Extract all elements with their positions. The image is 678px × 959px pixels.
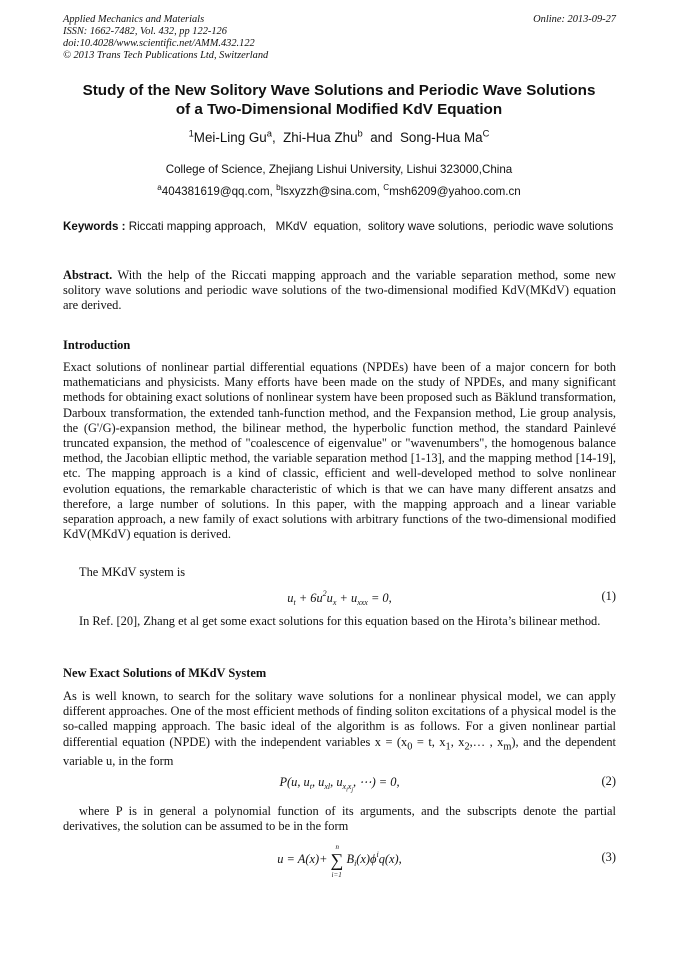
author-3-name: Song-Hua Ma — [400, 130, 483, 145]
equation-1-expression: $u_t + 6u^2u_x + u_{xxx} = 0$, — [287, 589, 392, 607]
equation-2-number: (2) — [601, 774, 616, 788]
author-separator: , — [271, 130, 284, 145]
author-separator: and — [362, 130, 400, 145]
copyright-line: © 2013 Trans Tech Publications Ltd, Switzerland — [63, 50, 269, 61]
email-c: msh6209@yahoo.com.cn — [389, 185, 521, 198]
title-line-1: Study of the New Solitory Wave Solutions and Periodic Wave Solutions — [82, 82, 596, 99]
equation-1-number: (1) — [601, 589, 616, 603]
equation-3 — [63, 843, 616, 879]
journal-header — [63, 14, 616, 62]
section-2-heading: New Exact Solutions of MKdV System — [63, 666, 267, 680]
introduction-heading: Introduction — [63, 338, 131, 352]
email-c-marker: C — [383, 183, 390, 193]
affiliation: College of Science, Zhejiang Lishui University, Lishui 323000,China — [165, 163, 513, 176]
equation-3-expression: u = A(x)+ ∑ n i=1 $B_i(x)\phi^iq(x)$, — [277, 843, 402, 879]
subscript: m — [503, 741, 512, 753]
title-line-2: of a Two-Dimensional Modified KdV Equation — [175, 101, 503, 118]
email-b: lsxyzzh@sina.com, — [280, 185, 384, 198]
issn-line: ISSN: 1662-7482, Vol. 432, pp 122-126 — [63, 26, 227, 37]
author-1-name: Mei-Ling Gu — [193, 130, 267, 145]
email-a: 404381619@qq.com, — [161, 185, 277, 198]
mkdv-system-intro: The MKdV system is — [79, 565, 186, 579]
abstract — [63, 268, 616, 314]
summation-symbol: ∑ n i=1 — [330, 843, 344, 879]
paper-title — [60, 81, 618, 119]
author-1-marker: 1 — [188, 128, 194, 139]
reference-paragraph: In Ref. [20], Zhang et al get some exact solutions for this equation based on the Hirota’s bilinear method. — [79, 614, 601, 628]
abstract-text: With the help of the Riccati mapping approach and the variable separation method, some new solitory wave solutions and periodic wave solutions of the two-dimensional modified KdV(MKdV) equation are derived. — [63, 268, 616, 313]
subscript: 1 — [445, 741, 451, 753]
subscript: 0 — [407, 741, 413, 753]
author-1-affil: a — [266, 128, 272, 139]
author-list — [60, 130, 618, 145]
doi-line: doi:10.4028/www.scientific.net/AMM.432.122 — [63, 38, 255, 49]
online-date: Online: 2013-09-27 — [533, 14, 616, 25]
section-2-paragraph — [63, 689, 616, 769]
equation-3-number: (3) — [601, 850, 616, 864]
abstract-label: Abstract. — [63, 268, 113, 282]
author-2-affil: b — [357, 128, 363, 139]
keywords-text: Riccati mapping approach, MKdV equation, solitory wave solutions, periodic wave solutions — [128, 220, 614, 233]
equation-2-expression: P(u, $u_t$, $u_{xl}$, $u_{x_ix_j}$, ⋯) = 0, — [279, 775, 400, 794]
keywords-label: Keywords : — [63, 220, 126, 233]
section-2-text: , x — [450, 734, 465, 749]
email-a-marker: a — [157, 183, 162, 193]
section-2-continuation: where P is in general a polynomial function of its arguments, and the subscripts denote the partial derivatives, the solution can be assumed to be in the form — [63, 804, 616, 834]
section-2-text: ), and the dependent variable u, in the form — [63, 734, 616, 769]
email-list — [60, 185, 618, 198]
subscript: 2 — [464, 741, 470, 753]
author-2-name: Zhi-Hua Zhu — [283, 130, 358, 145]
equation-1 — [63, 589, 616, 609]
section-2-text: ,… , x — [469, 734, 504, 749]
section-2-text: As is well known, to search for the solitary wave solutions for a nonlinear physical model, we can apply different approaches. One of the most efficient methods of finding soliton excitations of a physical model is the so-called mapping approach. The basic ideal of the algorithm is as follows. For a given nonlinear partial differential equation (NPDE) with the independent variables x = (x — [63, 689, 616, 749]
author-3-affil: C — [482, 128, 490, 139]
email-b-marker: b — [276, 183, 281, 193]
journal-name: Applied Mechanics and Materials — [63, 14, 205, 25]
introduction-paragraph: Exact solutions of nonlinear partial differential equations (NPDEs) have been of a major concern for both mathematicians and physicists. Many efforts have been made on the study of NPDEs, and many significant methods for obtaining exact solutions of nonlinear system have been proposed such as Bäklund transformation, Darboux transformation, the extended tanh-function method, and the Fexpansion method, Lie group analysis, the (G'/G)-expansion method, the bilinear method, the hyperbolic function method, the standard Painlevé truncated expansion, the method of "coalescence of eigenvalue" or "wavenumbers", the homogenous balance method, the Jacobian elliptic method, the variable separation method [1-13], and the mapping method [14-19], etc. The mapping approach is a kind of classic, efficient and well-developed method to solve nonlinear evolution equations, the remarkable characteristic of which is that we can have many different ansatzs and therefore, a large number of solutions. In this paper, with the mapping approach and a linear variable separation approach, a new family of exact solutions with arbitrary functions of the two-dimensional modified KdV(MKdV) equation is derived. — [63, 360, 616, 542]
section-2-text: = t, x — [412, 734, 446, 749]
equation-2 — [63, 774, 616, 794]
keywords — [63, 220, 616, 234]
